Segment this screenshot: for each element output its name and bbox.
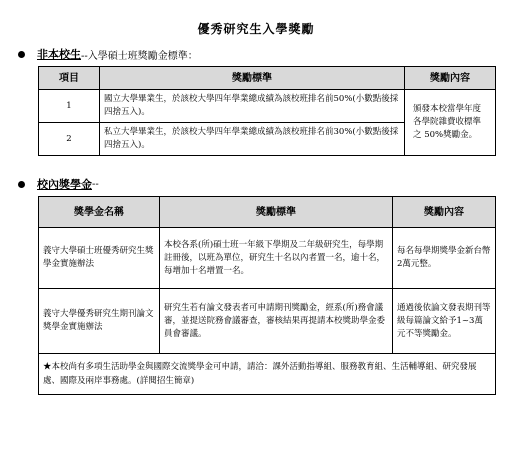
row-number: 1	[39, 90, 100, 123]
row-number: 2	[39, 123, 100, 156]
scholarship-name: 義守大學碩士班優秀研究生獎學金實施辦法	[39, 228, 160, 289]
scholarship-table	[38, 196, 496, 395]
section-heading-bold: 校內獎學金	[37, 178, 92, 191]
section-heading-text: --入學碩士班獎勵金標準：	[81, 50, 198, 62]
column-header-item: 項目	[39, 67, 100, 90]
table-row	[39, 228, 496, 289]
section-heading-text: --	[92, 178, 99, 190]
award-standard: 本校各系(所)碩士班一年級下學期及二年級研究生，每學期註冊後，以班為單位，研究生十名以內者置一名，逾十名，每增加十名增置一名。	[160, 228, 393, 289]
table-row	[39, 90, 496, 123]
column-header-name: 獎學金名稱	[39, 197, 160, 228]
scholarship-note: ★本校尚有多項生活助學金與國際交流獎學金可申請，請洽：課外活動指導組、服務教育組、生活輔導組、研究發展處、國際及兩岸事務處。(詳閱招生簡章)	[39, 354, 496, 395]
column-header-content: 獎勵內容	[393, 197, 496, 228]
column-header-standard: 獎勵標準	[100, 67, 405, 90]
award-content: 每名每學期獎學金新台幣2萬元整。	[393, 228, 496, 289]
bullet-icon	[18, 51, 25, 58]
award-standard: 國立大學畢業生，於該校大學四年學業總成績為該校班排名前50%(小數點後採四捨五入)。	[100, 90, 405, 123]
award-content: 頒發本校當學年度各學院雜費收標準之 50%獎勵金。	[405, 90, 496, 156]
section-heading-internal	[18, 176, 99, 192]
section-heading-bold: 非本校生	[37, 48, 81, 61]
bullet-icon	[18, 181, 25, 188]
award-content: 通過後依論文發表期刊等級每篇論文給予1~3萬元不等獎勵金。	[393, 289, 496, 354]
column-header-standard: 獎勵標準	[160, 197, 393, 228]
table-row	[39, 289, 496, 354]
scholarship-name: 義守大學優秀研究生期刊論文獎學金實施辦法	[39, 289, 160, 354]
award-standard: 研究生若有論文發表者可申請期刊獎勵金，經系(所)務會議審，並提送院務會議審查，審核結果再提請本校獎助學金委員會審議。	[160, 289, 393, 354]
section-heading-external	[18, 46, 198, 62]
page-title: 優秀研究生入學獎勵	[197, 22, 315, 36]
external-award-table	[38, 66, 496, 156]
column-header-content: 獎勵內容	[405, 67, 496, 90]
award-standard: 私立大學畢業生，於該校大學四年學業總成績為該校班排名前30%(小數點後採四捨五入)。	[100, 123, 405, 156]
